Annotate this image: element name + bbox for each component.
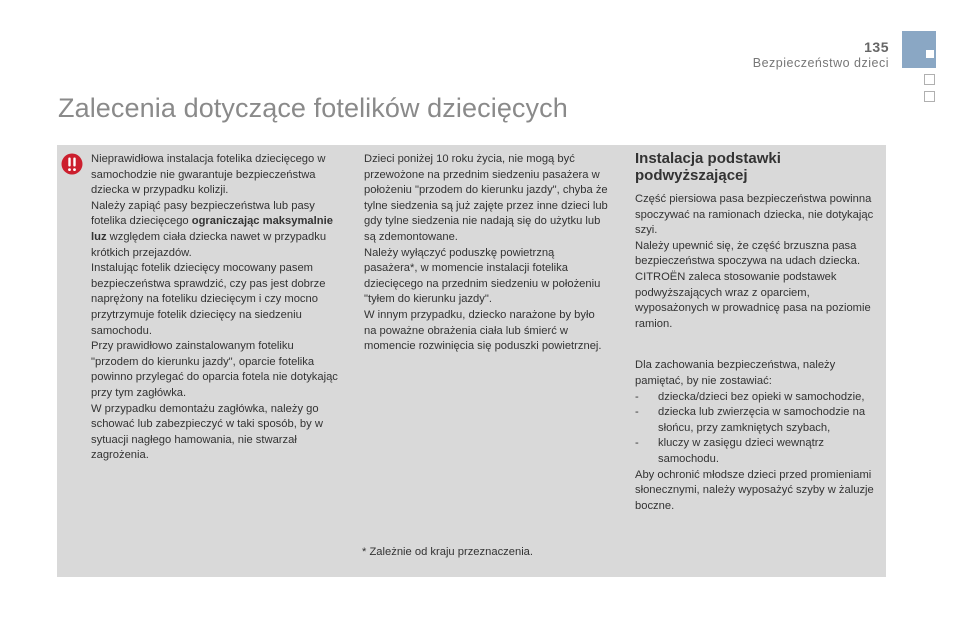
- list-item-text: dziecka lub zwierzęcia w samochodzie na słońcu, przy zamkniętych szybach,: [658, 406, 866, 434]
- spacer: [635, 332, 880, 358]
- booster-heading: Instalacja podstawki podwyższającej: [635, 150, 781, 184]
- front-seat-paragraph-1: Dzieci poniżej 10 roku życia, nie mogą być przewożone na przednim siedzeniu pasażera w położeniu "przodem do kierunku jazdy", chyba że tylne siedzenia są już zajęte przez inne dzieci lub gdy tylne siedzenia nie nadają się do użytku lub są zdemontowane.: [364, 153, 608, 243]
- warning-paragraph-2-bold: ograniczając maksymalnie luz: [91, 215, 333, 243]
- booster-paragraph-3: CITROËN zaleca stosowanie podstawek podwyższających wraz z oparciem, wyposażonych w prowadnicę pasa na poziomie ramion.: [635, 270, 871, 330]
- booster-paragraph-1: Część piersiowa pasa bezpieczeństwa powinna spoczywać na ramionach dziecka, nie dotykając szyi.: [635, 193, 874, 237]
- warning-column: [91, 152, 341, 464]
- warning-exclamation-icon: [61, 153, 83, 175]
- page-number: 135: [864, 39, 889, 55]
- list-item: [635, 405, 880, 436]
- list-dash: -: [635, 390, 639, 403]
- warning-paragraph-1: Nieprawidłowa instalacja fotelika dziecięcego w samochodzie nie gwarantuje bezpieczeństwa dziecka w przypadku kolizji.: [91, 153, 326, 197]
- list-item: [635, 390, 880, 406]
- chapter-tab-marker: [926, 50, 934, 58]
- booster-column: [635, 150, 880, 514]
- list-item-text: dziecka/dzieci bez opieki w samochodzie,: [658, 390, 865, 403]
- list-item: [635, 436, 880, 467]
- sun-protection-paragraph: Aby ochronić młodsze dzieci przed promieniami słonecznymi, należy wyposażyć szyby w żaluzje boczne.: [635, 468, 874, 512]
- list-dash: -: [635, 406, 639, 419]
- warning-paragraph-2-end: względem ciała dziecka nawet w przypadku krótkich przejazdów.: [91, 230, 327, 259]
- front-seat-paragraph-2: Należy wyłączyć poduszkę powietrzną pasażera*, w momencie instalacji fotelika dziecięcego na przednim siedzeniu w położeniu "tyłem do kierunku jazdy".: [364, 246, 601, 306]
- list-dash: -: [635, 437, 639, 450]
- warning-paragraph-2: [91, 199, 341, 261]
- chapter-tab-empty-2: [924, 91, 935, 102]
- reminder-intro: Dla zachowania bezpieczeństwa, należy pamiętać, by nie zostawiać:: [635, 359, 836, 387]
- section-title: Bezpieczeństwo dzieci: [752, 56, 889, 70]
- booster-paragraph-2: Należy upewnić się, że część brzuszna pasa bezpieczeństwa spoczywa na udach dziecka.: [635, 239, 861, 268]
- footnote: * Zależnie od kraju przeznaczenia.: [362, 546, 534, 558]
- list-item-text: kluczy w zasięgu dzieci wewnątrz samochodu.: [658, 437, 825, 465]
- warning-paragraph-3: Instalując fotelik dziecięcy mocowany pasem bezpieczeństwa sprawdzić, czy pas jest dobrze naprężony na foteliku dziecięcym i czy mocno przytrzymuje fotelik dziecięcy na siedzeniu samochodu.: [91, 262, 326, 337]
- warning-paragraph-5: W przypadku demontażu zagłówka, należy go schować lub zabezpieczyć w taki sposób, by w sytuacji nagłego hamowania, nie stwarzał zagrożenia.: [91, 402, 323, 462]
- chapter-tab-empty-1: [924, 74, 935, 85]
- front-seat-paragraph-3: W innym przypadku, dziecko narażone by było na poważne obrażenia ciała lub śmierć w momencie rozwinięcia się poduszki powietrznej.: [364, 308, 602, 353]
- front-seat-column: [364, 152, 609, 355]
- warning-paragraph-2-text: Należy zapiąć pasy bezpieczeństwa lub pasy fotelika dziecięcego: [91, 199, 315, 228]
- page-title: Zalecenia dotyczące fotelików dziecięcych: [58, 93, 568, 123]
- warning-paragraph-4: Przy prawidłowo zainstalowanym foteliku "przodem do kierunku jazdy", oparcie fotelika powinno przylegać do oparcia fotela nie dotykając przy tym zagłówka.: [91, 340, 338, 399]
